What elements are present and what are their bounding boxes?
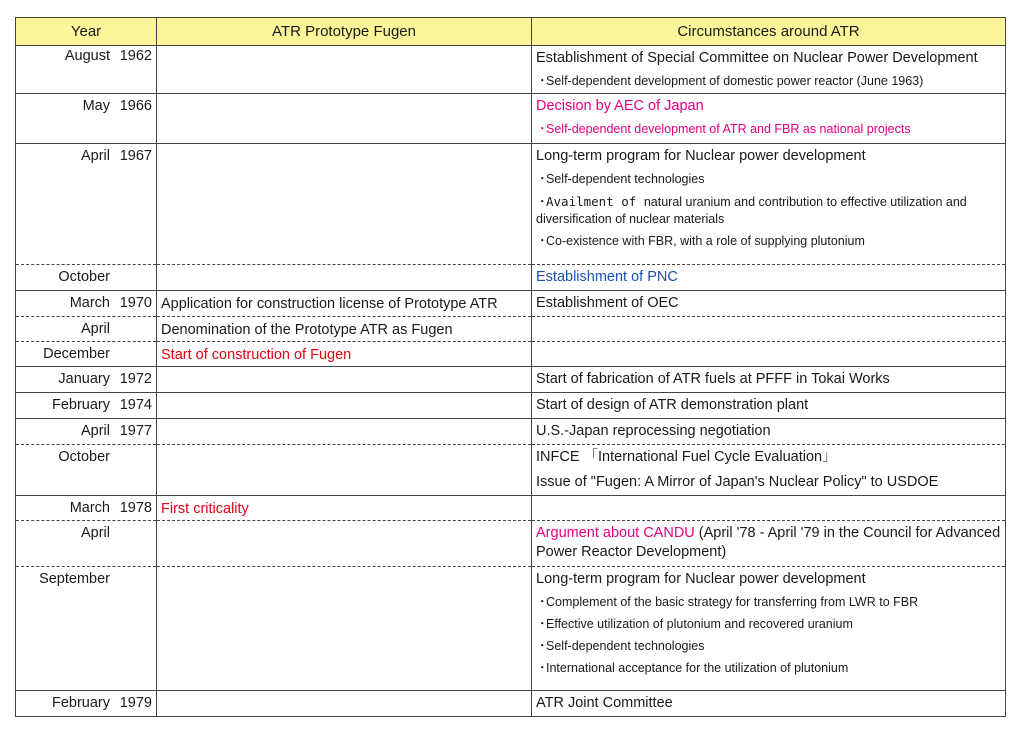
circumstance-cell: Long-term program for Nuclear power development ・Self-dependent technologies ・Availment of natural uranium and contribution to effective utilization and diversification of nuclear materials ・Co-existence with FBR, with a role of supplying plutonium [532, 144, 1006, 265]
year-cell [16, 342, 157, 367]
year-cell [16, 94, 157, 144]
fugen-event: Application for construction license of Prototype ATR [161, 296, 498, 312]
circumstance-title: Long-term program for Nuclear power development [536, 148, 866, 164]
fugen-cell [157, 691, 532, 717]
month-label: October [58, 449, 110, 465]
atr-timeline-table [15, 17, 1006, 717]
fugen-cell [157, 419, 532, 445]
table-row [16, 445, 1006, 496]
year-label: 1966 [119, 98, 152, 114]
year-label: 1967 [119, 148, 152, 164]
table-row [16, 46, 1006, 94]
year-label: 1970 [119, 295, 152, 311]
header-circumstances: Circumstances around ATR [532, 18, 1006, 46]
year-cell [16, 691, 157, 717]
month-label: April [80, 423, 110, 439]
year-label: 1979 [119, 695, 152, 711]
fugen-cell [157, 445, 532, 496]
circumstance-title: U.S.-Japan reprocessing negotiation [536, 423, 771, 439]
fugen-event: Denomination of the Prototype ATR as Fugen [161, 322, 453, 338]
circumstance-title: Establishment of OEC [536, 295, 679, 311]
year-label: 1974 [119, 397, 152, 413]
month-label: January [58, 371, 110, 387]
fugen-cell [157, 317, 532, 342]
circumstance-title: Issue of "Fugen: A Mirror of Japan's Nuclear Policy" to USDOE [536, 474, 939, 490]
fugen-cell [157, 265, 532, 291]
circumstance-subitem: Complement of the basic strategy for transferring from LWR to FBR [546, 595, 919, 609]
table-row [16, 144, 1006, 265]
fugen-cell [157, 521, 532, 567]
table-row [16, 419, 1006, 445]
circumstance-title: INFCE 「International Fuel Cycle Evaluation」 [536, 449, 837, 465]
circumstance-title: Decision by AEC of Japan [536, 98, 704, 114]
fugen-cell [157, 144, 532, 265]
year-cell [16, 445, 157, 496]
month-label: February [51, 695, 110, 711]
month-label: March [69, 295, 110, 311]
fugen-cell [157, 46, 532, 94]
table-row [16, 521, 1006, 567]
circumstance-title: (April '78 - April '79 in the Council for Advanced Power Reactor Development) [536, 525, 1001, 560]
circumstance-subitem: natural uranium and contribution to effective utilization and diversification of nuclear materials [536, 195, 967, 226]
circumstance-cell [532, 342, 1006, 367]
table-row [16, 567, 1006, 691]
circumstance-cell [532, 521, 1006, 567]
year-cell [16, 393, 157, 419]
circumstance-cell: Long-term program for Nuclear power development ・Complement of the basic strategy for transferring from LWR to FBR ・Effective utilization of plutonium and recovered uranium ・Self-dependent technologies ・International acceptance for the utilization of plutonium [532, 567, 1006, 691]
header-year: Year [16, 18, 157, 46]
table-row [16, 367, 1006, 393]
circumstance-cell [532, 317, 1006, 342]
table-row [16, 291, 1006, 317]
month-label: February [51, 397, 110, 413]
fugen-event: Start of construction of Fugen [161, 347, 352, 363]
circumstance-title: ATR Joint Committee [536, 695, 673, 711]
circumstance-cell [532, 445, 1006, 496]
circumstance-subitem: International acceptance for the utilization of plutonium [546, 661, 849, 675]
circumstance-cell [532, 496, 1006, 521]
month-label: April [80, 525, 110, 541]
circumstance-title: Establishment of Special Committee on Nuclear Power Development [536, 50, 978, 66]
fugen-cell [157, 94, 532, 144]
circumstance-subitem: Co-existence with FBR, with a role of supplying plutonium [546, 234, 865, 248]
circumstance-subitem: Self-dependent technologies [546, 639, 705, 653]
circumstance-highlight: Argument about CANDU [536, 525, 695, 541]
year-cell [16, 265, 157, 291]
table-row [16, 317, 1006, 342]
year-label: 1977 [119, 423, 152, 439]
circumstance-subitem: Self-dependent development of ATR and FBR as national projects [546, 122, 911, 136]
fugen-cell [157, 342, 532, 367]
year-label: 1972 [119, 371, 152, 387]
circumstance-cell: Establishment of Special Committee on Nuclear Power Development ・Self-dependent development of domestic power reactor (June 1963) [532, 46, 1006, 94]
circumstance-subitem: Effective utilization of plutonium and recovered uranium [546, 617, 853, 631]
table-row [16, 265, 1006, 291]
year-label: 1962 [119, 48, 152, 64]
month-label: April [80, 321, 110, 337]
year-cell [16, 567, 157, 691]
circumstance-cell: Decision by AEC of Japan ・Self-dependent development of ATR and FBR as national projects [532, 94, 1006, 144]
fugen-cell [157, 567, 532, 691]
year-cell [16, 291, 157, 317]
circumstance-cell [532, 291, 1006, 317]
header-row [16, 18, 1006, 46]
year-cell [16, 367, 157, 393]
circumstance-subitem: Self-dependent technologies [546, 172, 705, 186]
fugen-cell [157, 291, 532, 317]
fugen-cell [157, 393, 532, 419]
month-label: March [69, 500, 110, 516]
month-label: December [43, 346, 110, 362]
year-label: 1978 [119, 500, 152, 516]
circumstance-cell [532, 265, 1006, 291]
circumstance-title: Start of design of ATR demonstration plant [536, 397, 809, 413]
circumstance-cell [532, 367, 1006, 393]
month-label: September [39, 571, 110, 587]
circumstance-cell [532, 691, 1006, 717]
circumstance-cell [532, 393, 1006, 419]
year-cell [16, 144, 157, 265]
circumstance-title: Start of fabrication of ATR fuels at PFFF in Tokai Works [536, 371, 890, 387]
fugen-cell [157, 367, 532, 393]
table-row [16, 94, 1006, 144]
month-label: April [80, 148, 110, 164]
fugen-cell [157, 496, 532, 521]
circumstance-subitem: Self-dependent development of domestic power reactor (June 1963) [546, 74, 924, 88]
table-row [16, 496, 1006, 521]
circumstance-cell [532, 419, 1006, 445]
circumstance-title: Establishment of PNC [536, 269, 678, 285]
year-cell [16, 46, 157, 94]
circumstance-subitem-prefix: Availment of [546, 194, 644, 209]
circumstance-title: Long-term program for Nuclear power development [536, 571, 866, 587]
header-fugen: ATR Prototype Fugen [157, 18, 532, 46]
month-label: August [64, 48, 110, 64]
table-row [16, 691, 1006, 717]
fugen-event: First criticality [161, 501, 249, 517]
year-cell [16, 419, 157, 445]
table-row [16, 342, 1006, 367]
year-cell [16, 496, 157, 521]
table-row [16, 393, 1006, 419]
year-cell [16, 521, 157, 567]
month-label: October [58, 269, 110, 285]
year-cell [16, 317, 157, 342]
month-label: May [82, 98, 110, 114]
